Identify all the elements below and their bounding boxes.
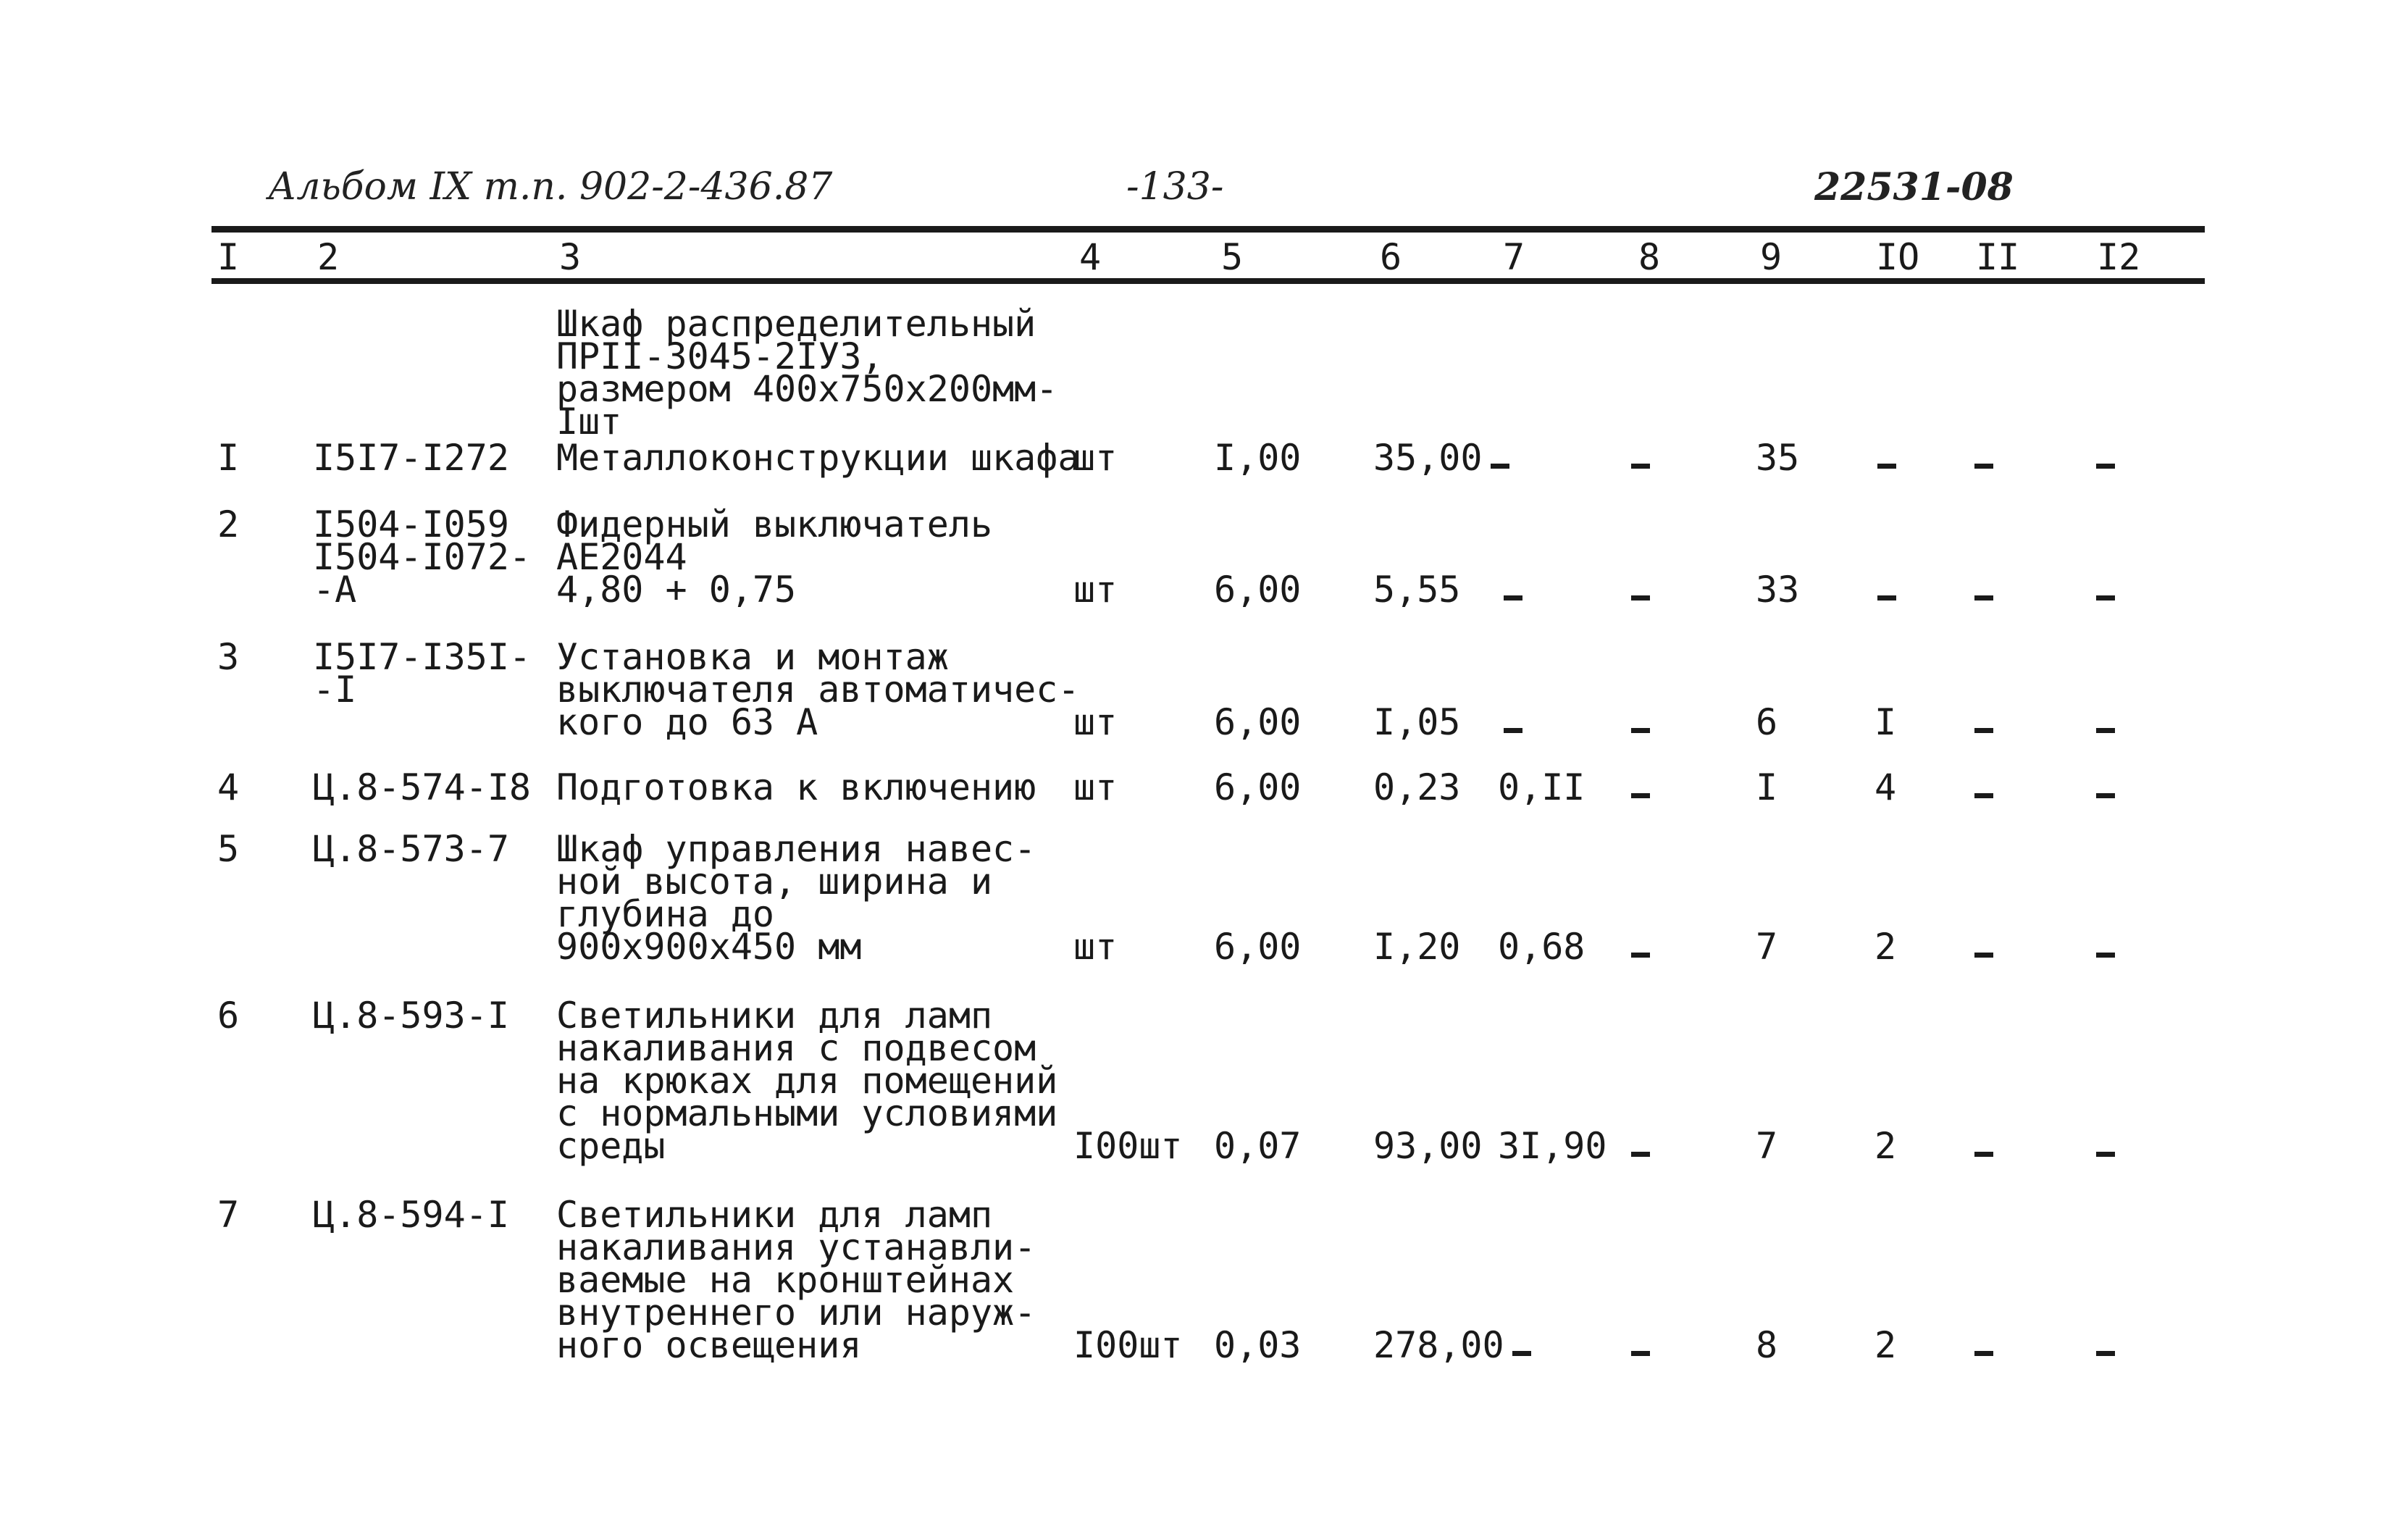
dash-mark (1504, 728, 1522, 733)
item-code: I504-I059 I504-I072- -А (313, 503, 532, 611)
value-cell-9: 7 (1756, 1125, 1778, 1167)
column-number-9: 9 (1760, 236, 1783, 278)
dash-mark (1877, 464, 1896, 469)
item-code: Ц.8-574-I8 (313, 766, 532, 808)
unit-cell: шт (1073, 766, 1118, 808)
column-number-10: IO (1876, 236, 1920, 278)
unit-cell: шт (1073, 926, 1118, 968)
dash-mark (1974, 595, 1993, 600)
dash-mark (1491, 464, 1509, 469)
value-cell-6: 35,00 (1373, 437, 1483, 479)
value-cell-10: 2 (1875, 1125, 1897, 1167)
item-code: I5I7-I272 (313, 437, 509, 479)
dash-mark (1631, 793, 1650, 798)
row-number: 5 (217, 828, 240, 870)
value-cell-7: 3I,90 (1498, 1125, 1607, 1167)
column-number-2: 2 (317, 236, 340, 278)
dash-mark (1974, 464, 1993, 469)
item-description: Светильники для ламп накаливания устанавли- ваемые на кронштейнах внутреннего или наруж- ного освещения (556, 1194, 1036, 1366)
value-cell-6: 278,00 (1373, 1324, 1504, 1366)
value-cell-9: I (1756, 766, 1778, 808)
row-number: 6 (217, 995, 240, 1037)
value-cell-9: 7 (1756, 926, 1778, 968)
dash-mark (1974, 793, 1993, 798)
value-cell-6: I,05 (1373, 701, 1461, 743)
dash-mark (1631, 1152, 1650, 1157)
dash-mark (1512, 1351, 1531, 1356)
table-top-rule (211, 226, 2205, 233)
cabinet-intro: Шкаф распределительный ПРII-3045-2IУ3, размером 400х750х200мм-Iшт (556, 303, 1058, 443)
column-number-3: 3 (559, 236, 582, 278)
unit-cell: шт (1073, 701, 1118, 743)
column-number-4: 4 (1079, 236, 1102, 278)
quantity-cell: 6,00 (1214, 926, 1302, 968)
dash-mark (1631, 464, 1650, 469)
page-number: -133- (1126, 165, 1224, 209)
unit-cell: шт (1073, 437, 1118, 479)
dash-mark (1974, 1152, 1993, 1157)
value-cell-6: 5,55 (1373, 569, 1461, 611)
quantity-cell: 0,07 (1214, 1125, 1302, 1167)
column-number-7: 7 (1503, 236, 1525, 278)
dash-mark (2096, 595, 2115, 600)
value-cell-6: I,20 (1373, 926, 1461, 968)
item-code: I5I7-I35I- -I (313, 636, 532, 711)
dash-mark (1504, 595, 1522, 600)
document-code: 22531-08 (1814, 165, 2014, 209)
unit-cell: I00шт (1073, 1324, 1183, 1366)
row-number: 7 (217, 1194, 240, 1236)
quantity-cell: 6,00 (1214, 766, 1302, 808)
dash-mark (1631, 953, 1650, 958)
item-code: Ц.8-573-7 (313, 828, 509, 870)
unit-cell: шт (1073, 569, 1118, 611)
quantity-cell: 6,00 (1214, 701, 1302, 743)
item-description: Светильники для ламп накаливания с подвесом на крюках для помещений с нормальными условиями среды (556, 995, 1058, 1167)
dash-mark (2096, 1351, 2115, 1356)
quantity-cell: I,00 (1214, 437, 1302, 479)
value-cell-7: 0,II (1498, 766, 1586, 808)
quantity-cell: 6,00 (1214, 569, 1302, 611)
column-number-12: I2 (2097, 236, 2141, 278)
row-number: 2 (217, 503, 240, 545)
dash-mark (2096, 793, 2115, 798)
column-number-11: II (1976, 236, 2020, 278)
item-code: Ц.8-593-I (313, 995, 509, 1037)
item-code: Ц.8-594-I (313, 1194, 509, 1236)
row-number: 4 (217, 766, 240, 808)
column-number-6: 6 (1380, 236, 1402, 278)
value-cell-6: 93,00 (1373, 1125, 1483, 1167)
item-description: Металлоконструкции шкафа (556, 437, 1080, 479)
row-number: 3 (217, 636, 240, 678)
dash-mark (1974, 728, 1993, 733)
dash-mark (1631, 728, 1650, 733)
value-cell-9: 33 (1756, 569, 1800, 611)
value-cell-6: 0,23 (1373, 766, 1461, 808)
dash-mark (1974, 1351, 1993, 1356)
value-cell-10: I (1875, 701, 1897, 743)
dash-mark (1631, 1351, 1650, 1356)
item-description: Подготовка к включению (556, 766, 1036, 808)
item-description: Фидерный выключатель АЕ2044 4,80 + 0,75 (556, 503, 993, 611)
quantity-cell: 0,03 (1214, 1324, 1302, 1366)
value-cell-7: 0,68 (1498, 926, 1586, 968)
column-number-8: 8 (1638, 236, 1661, 278)
item-description: Установка и монтаж выключателя автоматичес- кого до 63 А (556, 636, 1080, 743)
album-reference: Альбом IX т.п. 902-2-436.87 (268, 165, 833, 209)
value-cell-10: 4 (1875, 766, 1897, 808)
dash-mark (2096, 464, 2115, 469)
dash-mark (2096, 1152, 2115, 1157)
value-cell-10: 2 (1875, 926, 1897, 968)
value-cell-9: 8 (1756, 1324, 1778, 1366)
value-cell-9: 6 (1756, 701, 1778, 743)
column-number-5: 5 (1221, 236, 1244, 278)
table-header-rule (211, 278, 2205, 284)
value-cell-10: 2 (1875, 1324, 1897, 1366)
unit-cell: I00шт (1073, 1125, 1183, 1167)
dash-mark (2096, 953, 2115, 958)
row-number: I (217, 437, 240, 479)
column-number-1: I (217, 236, 240, 278)
dash-mark (2096, 728, 2115, 733)
dash-mark (1877, 595, 1896, 600)
item-description: Шкаф управления навес- ной высота, ширина и глубина до 900х900х450 мм (556, 828, 1036, 968)
dash-mark (1631, 595, 1650, 600)
dash-mark (1974, 953, 1993, 958)
value-cell-9: 35 (1756, 437, 1800, 479)
